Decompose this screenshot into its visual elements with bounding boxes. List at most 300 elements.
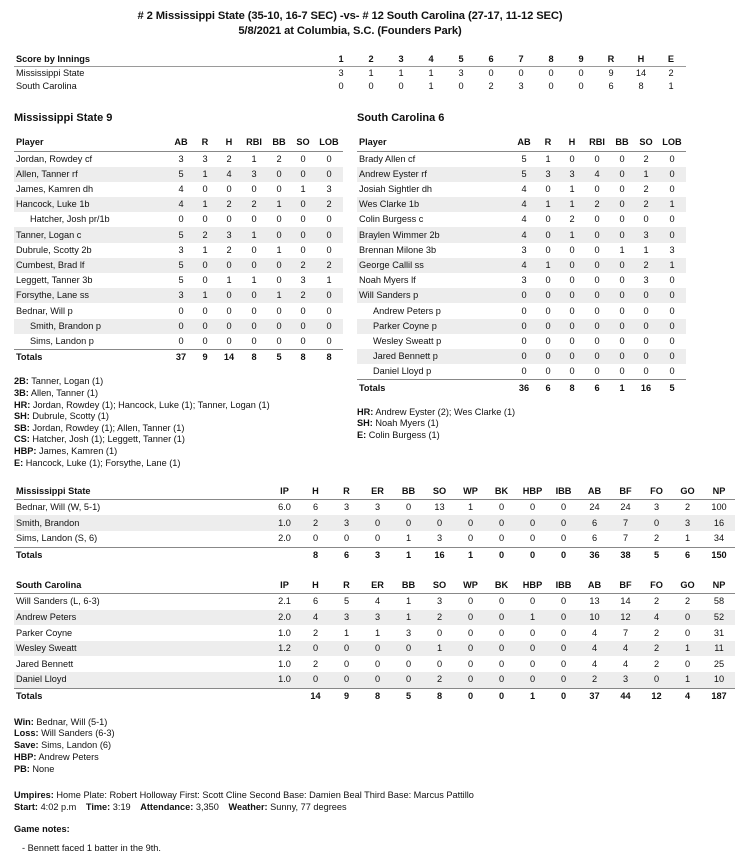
batting-stat-cell: 0 <box>594 259 600 270</box>
batting-player-row <box>14 227 343 242</box>
batting-player-row <box>357 364 686 380</box>
pitching-stat-cell: 0 <box>560 596 567 607</box>
pitching-stat-cell: 0 <box>498 517 505 528</box>
batting-stat-cell: 0 <box>569 153 575 164</box>
batting-totals-cell: 16 <box>634 380 658 396</box>
batting-stat-cell: 3 <box>300 275 306 286</box>
batting-home-table <box>357 135 686 395</box>
pitching-stat-cell: 14 <box>620 596 631 607</box>
batting-stat-cell: 0 <box>619 366 625 377</box>
batting-stat-cell: 0 <box>226 320 232 331</box>
batting-stat-cell: 0 <box>521 290 527 301</box>
batting-stat-cell: 0 <box>202 335 208 346</box>
pitching-stat-cell: 1 <box>405 533 412 544</box>
umpires-label: Umpires: <box>14 789 54 800</box>
pitching-totals-cell: 8 <box>300 547 331 563</box>
pitching-totals-cell: 44 <box>610 688 641 704</box>
batting-stat-cell: 0 <box>569 320 575 331</box>
batting-player-name: Bednar, Will p <box>16 305 73 316</box>
pitching-col-hbp: HBP <box>517 577 548 593</box>
batting-stat-cell: 2 <box>569 214 575 225</box>
game-notes-label: Game notes: <box>14 823 70 834</box>
pitching-totals-cell: 150 <box>703 547 735 563</box>
batting-stat-cell: 0 <box>619 214 625 225</box>
pitching-stat-cell: 3 <box>436 596 443 607</box>
batting-note-label: 2B: <box>14 376 29 387</box>
pitching-col-fo: FO <box>641 577 672 593</box>
batting-stat-cell: 0 <box>594 229 600 240</box>
batting-note: SH: Dubrule, Scotty (1) <box>14 411 109 422</box>
batting-player-name: Brady Allen cf <box>359 153 416 164</box>
pitching-stat-cell: 3 <box>405 627 412 638</box>
batting-stat-cell: 0 <box>226 184 232 194</box>
batting-totals-cell: 8 <box>315 349 343 365</box>
pitching-col-ip: IP <box>269 577 300 593</box>
batting-stat-cell: 2 <box>276 153 282 164</box>
batting-player-row <box>14 197 343 212</box>
pitching-col-bb: BB <box>393 577 424 593</box>
linescore-header-row <box>14 53 686 66</box>
pitching-stat-cell: 1.0 <box>278 658 291 669</box>
batting-stat-cell: 0 <box>326 290 332 301</box>
batting-stat-cell: 0 <box>669 168 675 179</box>
batting-col-player: Player <box>357 135 512 151</box>
pitching-stat-cell: 3 <box>374 502 381 513</box>
batting-stat-cell: 0 <box>594 214 600 225</box>
batting-stat-cell: 4 <box>226 168 232 179</box>
decision-row: PB: None <box>14 763 55 774</box>
pitching-row <box>14 672 735 688</box>
pitching-totals-cell: 5 <box>641 547 672 563</box>
batting-stat-cell: 1 <box>276 199 282 210</box>
pitching-stat-cell: 3 <box>653 502 660 513</box>
pitching-stat-cell: 1 <box>436 643 443 654</box>
pitching-row <box>14 610 735 626</box>
pitching-col-bf: BF <box>610 483 641 499</box>
batting-player-name: Wes Clarke 1b <box>359 199 420 210</box>
pitching-totals-cell: 9 <box>331 688 362 704</box>
batting-stat-cell: 0 <box>300 168 306 179</box>
batting-stat-cell: 1 <box>569 184 575 194</box>
batting-stat-cell: 0 <box>594 153 600 164</box>
page-title <box>14 0 686 39</box>
game-notes-list <box>14 842 686 854</box>
batting-stat-cell: 3 <box>521 275 527 286</box>
pitching-stat-cell: 0 <box>560 674 567 685</box>
pitching-totals-cell: 14 <box>300 688 331 704</box>
batting-stat-cell: 2 <box>202 229 208 240</box>
pitching-stat-cell: 58 <box>713 596 725 607</box>
batting-stat-cell: 4 <box>594 168 600 179</box>
linescore-row <box>14 80 686 93</box>
batting-stat-cell: 0 <box>202 305 208 316</box>
decision-row: Win: Bednar, Will (5-1) <box>14 716 108 727</box>
batting-stat-cell: 0 <box>619 259 625 270</box>
pitching-stat-cell: 13 <box>589 596 600 607</box>
pitching-stat-cell: 0 <box>560 533 567 544</box>
batting-player-row <box>14 151 343 167</box>
game-note-item: - Bennett faced 1 batter in the 9th. <box>22 843 161 854</box>
pitching-stat-cell: 0 <box>560 627 567 638</box>
pitching-player-name: Parker Coyne <box>16 627 73 638</box>
pitching-stat-cell: 4 <box>591 658 598 669</box>
pitching-stat-cell: 0 <box>374 674 381 685</box>
pitching-stat-cell: 3 <box>436 533 443 544</box>
batting-stat-cell: 3 <box>643 229 649 240</box>
batting-player-name: Josiah Sightler dh <box>359 184 433 194</box>
batting-stat-cell: 3 <box>521 244 527 255</box>
batting-player-name: Andrew Eyster rf <box>359 168 427 179</box>
pitching-totals-label: Totals <box>14 547 269 563</box>
pitching-totals-cell: 1 <box>393 547 424 563</box>
pitching-stat-cell: 0 <box>436 658 443 669</box>
batting-stat-cell: 0 <box>594 275 600 286</box>
batting-away <box>14 112 343 469</box>
pitching-col-bb: BB <box>393 483 424 499</box>
weather-label: Weather: <box>228 802 268 813</box>
pitching-row <box>14 531 735 547</box>
linescore-cell: 2 <box>668 68 674 79</box>
batting-totals-cell: 37 <box>169 349 193 365</box>
batting-stat-cell: 0 <box>619 320 625 331</box>
pitching-home-section <box>14 577 727 704</box>
time-label: Time: <box>85 802 111 813</box>
batting-stat-cell: 0 <box>569 290 575 301</box>
batting-player-name: Cumbest, Brad lf <box>16 259 85 270</box>
batting-stat-cell: 0 <box>521 366 527 377</box>
batting-player-name: Dubrule, Scotty 2b <box>16 244 92 255</box>
linescore-cell: 0 <box>548 68 554 79</box>
batting-stat-cell: 0 <box>300 320 306 331</box>
decision-row: Save: Sims, Landon (6) <box>14 740 112 751</box>
batting-player-name: Allen, Tanner rf <box>16 168 78 179</box>
batting-col-player: Player <box>14 135 169 151</box>
batting-stat-cell: 2 <box>226 244 232 255</box>
batting-stat-cell: 0 <box>202 214 208 225</box>
batting-player-name: Jordan, Rowdey cf <box>16 153 93 164</box>
pitching-stat-cell: 0 <box>467 674 474 685</box>
batting-stat-cell: 0 <box>300 229 306 240</box>
pitching-stat-cell: 2 <box>653 533 660 544</box>
pitching-totals-cell: 187 <box>703 688 735 704</box>
batting-stat-cell: 0 <box>643 335 649 346</box>
batting-totals-cell: 6 <box>584 380 610 396</box>
linescore-cell: 0 <box>368 80 374 91</box>
batting-note: E: Colin Burgess (1) <box>357 430 440 441</box>
batting-player-row <box>357 197 686 212</box>
batting-stat-cell: 0 <box>178 214 184 225</box>
batting-player-name: Hancock, Luke 1b <box>16 199 90 210</box>
batting-player-name: Smith, Brandon p <box>30 320 101 331</box>
pitching-col-ab: AB <box>579 577 610 593</box>
batting-stat-cell: 1 <box>251 153 257 164</box>
attendance-label: Attendance: <box>140 802 194 813</box>
pitching-stat-cell: 1 <box>405 596 412 607</box>
batting-stat-cell: 1 <box>202 290 208 301</box>
batting-note: HR: Jordan, Rowdey (1); Hancock, Luke (1); Tanner, Logan (1) <box>14 399 270 410</box>
batting-player-row <box>357 243 686 258</box>
pitching-stat-cell: 0 <box>436 627 443 638</box>
pitching-stat-cell: 0 <box>343 533 350 544</box>
linescore-col-1: 1 <box>326 53 356 66</box>
start-value: 4:02 p.m <box>40 802 77 813</box>
pitching-stat-cell: 0 <box>498 611 505 622</box>
batting-stat-cell: 0 <box>521 351 527 362</box>
pitching-col-bf: BF <box>610 577 641 593</box>
batting-stat-cell: 0 <box>643 305 649 316</box>
batting-stat-cell: 0 <box>226 290 232 301</box>
linescore-team-name: Mississippi State <box>16 68 85 79</box>
linescore-cell: 0 <box>578 80 584 91</box>
pitching-totals-cell: 37 <box>579 688 610 704</box>
batting-player-row <box>14 167 343 182</box>
batting-totals-cell: 8 <box>291 349 315 365</box>
batting-stat-cell: 2 <box>251 199 257 210</box>
batting-stat-cell: 3 <box>226 229 232 240</box>
batting-stat-cell: 0 <box>569 335 575 346</box>
batting-stat-cell: 0 <box>619 335 625 346</box>
batting-stat-cell: 0 <box>226 335 232 346</box>
batting-col-ab: AB <box>512 135 536 151</box>
batting-stat-cell: 0 <box>643 214 649 225</box>
pitching-away-header-row <box>14 483 735 499</box>
batting-stat-cell: 0 <box>594 244 600 255</box>
batting-stat-cell: 0 <box>326 305 332 316</box>
batting-player-name: Will Sanders p <box>359 290 419 301</box>
pitching-stat-cell: 0 <box>405 502 412 513</box>
batting-stat-cell: 0 <box>643 366 649 377</box>
pitching-totals-cell: 36 <box>579 547 610 563</box>
pitching-totals-cell: 0 <box>455 688 486 704</box>
pitching-player-name: Jared Bennett <box>16 658 74 669</box>
batting-stat-cell: 0 <box>545 335 551 346</box>
linescore-col-E: E <box>656 53 686 66</box>
batting-player-row <box>14 273 343 288</box>
pitching-col-np: NP <box>703 483 735 499</box>
batting-player-row <box>14 258 343 273</box>
game-footer <box>14 789 686 855</box>
pitching-team-heading: Mississippi State <box>14 483 269 499</box>
linescore-cell: 0 <box>518 68 524 79</box>
pitching-stat-cell: 4 <box>374 596 381 607</box>
pitching-stat-cell: 6 <box>591 533 598 544</box>
batting-stat-cell: 5 <box>178 229 184 240</box>
pitching-totals-cell: 6 <box>331 547 362 563</box>
pitching-stat-cell: 2.0 <box>278 611 291 622</box>
pitching-stat-cell: 0 <box>498 533 505 544</box>
decisions-block <box>14 717 686 776</box>
batting-stat-cell: 0 <box>594 305 600 316</box>
batting-stat-cell: 1 <box>276 290 282 301</box>
batting-stat-cell: 0 <box>545 184 551 194</box>
batting-stat-cell: 0 <box>669 229 675 240</box>
pitching-col-er: ER <box>362 577 393 593</box>
batting-stat-cell: 0 <box>619 168 625 179</box>
batting-home-header-row <box>357 135 686 151</box>
batting-stat-cell: 1 <box>643 168 649 179</box>
batting-stat-cell: 1 <box>326 275 332 286</box>
batting-totals-cell: 9 <box>193 349 217 365</box>
pitching-totals-cell: 1 <box>455 547 486 563</box>
batting-stat-cell: 3 <box>326 184 332 194</box>
batting-col-lob: LOB <box>658 135 686 151</box>
pitching-stat-cell: 1.0 <box>278 517 291 528</box>
pitching-col-r: R <box>331 577 362 593</box>
pitching-stat-cell: 0 <box>498 674 505 685</box>
batting-stat-cell: 0 <box>202 184 208 194</box>
pitching-stat-cell: 5 <box>343 596 350 607</box>
pitching-stat-cell: 0 <box>405 658 412 669</box>
pitching-row <box>14 515 735 531</box>
linescore-cell: 2 <box>488 80 494 91</box>
batting-player-name: Daniel Lloyd p <box>373 366 432 377</box>
pitching-col-er: ER <box>362 483 393 499</box>
batting-stat-cell: 4 <box>521 199 527 210</box>
linescore-col-7: 7 <box>506 53 536 66</box>
pitching-stat-cell: 0 <box>529 517 536 528</box>
batting-player-row <box>357 182 686 197</box>
pitching-col-so: SO <box>424 483 455 499</box>
batting-stat-cell: 0 <box>202 259 208 270</box>
pitching-stat-cell: 4 <box>622 643 629 654</box>
pitching-stat-cell: 0 <box>653 674 660 685</box>
linescore-cell: 0 <box>548 80 554 91</box>
batting-stat-cell: 1 <box>569 199 575 210</box>
pitching-totals-cell: 1 <box>517 688 548 704</box>
linescore-col-8: 8 <box>536 53 566 66</box>
pitching-stat-cell: 10 <box>713 674 725 685</box>
pitching-totals-cell: 0 <box>548 547 579 563</box>
batting-stat-cell: 0 <box>545 320 551 331</box>
batting-stat-cell: 5 <box>178 168 184 179</box>
pitching-col-wp: WP <box>455 577 486 593</box>
batting-stat-cell: 2 <box>643 199 649 210</box>
batting-stat-cell: 0 <box>545 214 551 225</box>
batting-stat-cell: 3 <box>251 168 257 179</box>
linescore-col-5: 5 <box>446 53 476 66</box>
batting-stat-cell: 0 <box>326 214 332 225</box>
batting-player-row <box>357 167 686 182</box>
pitching-stat-cell: 0 <box>312 533 319 544</box>
batting-player-row <box>14 319 343 334</box>
pitching-col-fo: FO <box>641 483 672 499</box>
batting-stat-cell: 1 <box>669 199 675 210</box>
linescore-col-H: H <box>626 53 656 66</box>
batting-col-lob: LOB <box>315 135 343 151</box>
pitching-stat-cell: 0 <box>529 596 536 607</box>
batting-stat-cell: 0 <box>521 335 527 346</box>
batting-player-name: Leggett, Tanner 3b <box>16 275 93 286</box>
pitching-stat-cell: 3 <box>622 674 629 685</box>
pitching-stat-cell: 3 <box>374 611 381 622</box>
attendance-value: 3,350 <box>195 802 219 813</box>
pitching-stat-cell: 0 <box>467 658 474 669</box>
batting-player-row <box>357 258 686 273</box>
batting-stat-cell: 0 <box>276 168 282 179</box>
pitching-stat-cell: 4 <box>653 611 660 622</box>
batting-stat-cell: 0 <box>521 320 527 331</box>
batting-stat-cell: 1 <box>643 244 649 255</box>
batting-stat-cell: 0 <box>545 366 551 377</box>
start-label: Start: <box>14 802 38 813</box>
batting-note: HR: Andrew Eyster (2); Wes Clarke (1) <box>357 406 516 417</box>
batting-stat-cell: 2 <box>643 259 649 270</box>
batting-note-label: E: <box>14 457 24 468</box>
linescore-cell: 1 <box>668 80 674 91</box>
batting-player-row <box>14 288 343 303</box>
batting-stat-cell: 0 <box>226 305 232 316</box>
pitching-stat-cell: 6 <box>591 517 598 528</box>
pitching-stat-cell: 2 <box>312 627 319 638</box>
pitching-totals-cell: 0 <box>486 547 517 563</box>
batting-totals-label: Totals <box>357 380 512 396</box>
pitching-totals-cell: 3 <box>362 547 393 563</box>
pitching-totals-cell: 38 <box>610 547 641 563</box>
batting-stat-cell: 0 <box>178 305 184 316</box>
batting-player-name: Braylen Wimmer 2b <box>359 229 440 240</box>
pitching-stat-cell: 2 <box>436 674 443 685</box>
pitching-col-np: NP <box>703 577 735 593</box>
linescore-col-4: 4 <box>416 53 446 66</box>
pitching-stat-cell: 0 <box>405 643 412 654</box>
batting-stat-cell: 1 <box>545 153 551 164</box>
batting-totals-cell: 14 <box>217 349 241 365</box>
batting-stat-cell: 0 <box>545 290 551 301</box>
pitching-player-name: Will Sanders (L, 6-3) <box>16 596 100 607</box>
batting-player-row <box>14 212 343 227</box>
linescore-cell: 1 <box>398 68 404 79</box>
batting-stat-cell: 5 <box>178 275 184 286</box>
linescore-cell: 8 <box>638 80 644 91</box>
pitching-stat-cell: 2 <box>653 643 660 654</box>
pitching-stat-cell: 0 <box>529 627 536 638</box>
pitching-totals-cell: 8 <box>362 688 393 704</box>
batting-totals-cell: 1 <box>610 380 634 396</box>
pitching-stat-cell: 52 <box>713 611 725 622</box>
batting-stat-cell: 0 <box>619 199 625 210</box>
pitching-stat-cell: 0 <box>312 674 319 685</box>
pitching-stat-cell: 0 <box>343 658 350 669</box>
batting-stat-cell: 1 <box>251 229 257 240</box>
batting-col-rbi: RBI <box>584 135 610 151</box>
batting-stat-cell: 0 <box>594 351 600 362</box>
batting-away-table <box>14 135 343 365</box>
pitching-col-so: SO <box>424 577 455 593</box>
pitching-player-name: Andrew Peters <box>16 611 77 622</box>
linescore-cell: 0 <box>488 68 494 79</box>
pitching-stat-cell: 1 <box>405 611 412 622</box>
batting-away-notes <box>14 376 343 469</box>
pitching-stat-cell: 0 <box>684 611 691 622</box>
batting-stat-cell: 0 <box>594 290 600 301</box>
title-datetime-venue: 5/8/2021 at Columbia, S.C. (Founders Park) <box>238 25 462 37</box>
batting-stat-cell: 0 <box>569 366 575 377</box>
batting-stat-cell: 2 <box>300 290 306 301</box>
pitching-totals-cell: 8 <box>424 688 455 704</box>
batting-stat-cell: 2 <box>226 199 232 210</box>
batting-stat-cell: 0 <box>669 335 675 346</box>
batting-stat-cell: 0 <box>251 184 257 194</box>
batting-stat-cell: 4 <box>521 214 527 225</box>
pitching-col-bk: BK <box>486 577 517 593</box>
pitching-team-heading: South Carolina <box>14 577 269 593</box>
batting-stat-cell: 0 <box>545 275 551 286</box>
batting-stat-cell: 0 <box>594 320 600 331</box>
batting-stat-cell: 0 <box>619 290 625 301</box>
pitching-totals-row <box>14 547 735 563</box>
batting-stat-cell: 3 <box>202 153 208 164</box>
batting-stat-cell: 0 <box>276 229 282 240</box>
